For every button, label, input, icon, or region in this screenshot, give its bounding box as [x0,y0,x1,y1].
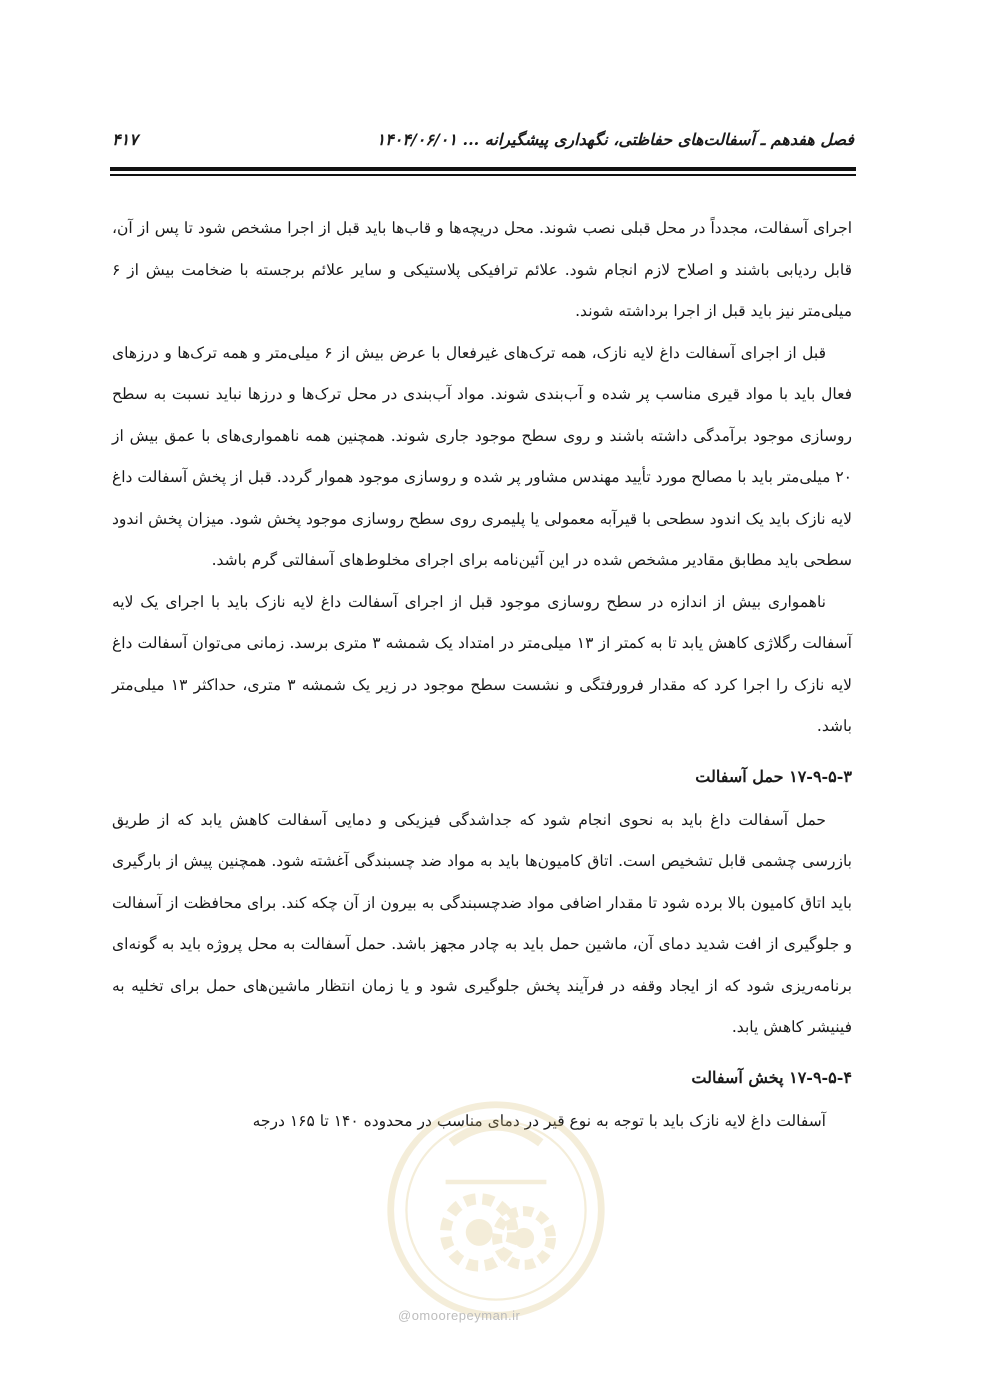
page-number: ۴۱۷ [112,130,138,149]
page-header [112,124,854,158]
header-rule-thin [110,174,856,176]
running-header-title: فصل هفدهم ـ آسفالت‌های حفاظتی، نگهداری پیشگیرانه ... ۱۴۰۴/۰۶/۰۱ [376,130,854,149]
paragraph-2: قبل از اجرای آسفالت داغ لایه نازک، همه ترک‌های غیرفعال با عرض بیش از ۶ میلی‌متر و همه ترک‌ها و درزهای فعال باید با مواد قیری مناسب پر شده و آب‌بندی شوند. مواد آب‌بندی در محل ترک‌ها و درزها نباید نسبت به سطح روسازی موجود برآمدگی داشته باشند و روی سطح موجود جاری شوند. همچنین همه ناهمواری‌های با عمق بیش از ۲۰ میلی‌متر باید با مصالح مورد تأیید مهندس مشاور پر شده و روسازی موجود هموار گردد. قبل از پخش آسفالت داغ لایه نازک باید یک اندود سطحی با قیرآبه معمولی یا پلیمری روی سطح روسازی موجود پخش شود. میزان پخش اندود سطحی باید مطابق مقادیر مشخص شده در این آئین‌نامه برای اجرای مخلوط‌های آسفالتی گرم باشد. [112,343,853,569]
paragraph-3: ناهمواری بیش از اندازه در سطح روسازی موجود قبل از اجرای آسفالت داغ لایه نازک باید با اجرای یک لایه آسفالت رگلاژی کاهش یابد تا به کمتر از ۱۳ میلی‌متر در امتداد یک شمشه ۳ متری برسد. زمانی می‌توان آسفالت داغ لایه نازک را اجرا کرد که مقدار فرورفتگی و نشست سطح موجود در زیر یک شمشه ۳ متری، حداکثر ۱۳ میلی‌متر باشد. [112,592,853,735]
header-rule-thick [110,167,856,171]
section-heading-spreading: ۱۷-۹-۵-۴ پخش آسفالت [691,1067,852,1087]
watermark-text: @omoorepeyman.ir [398,1308,521,1323]
paragraph-5: آسفالت داغ لایه نازک باید با توجه به نوع قیر در دمای مناسب در محدوده ۱۴۰ تا ۱۶۵ درجه [252,1111,826,1130]
section-heading-transport: ۱۷-۹-۵-۳ حمل آسفالت [695,766,852,786]
paragraph-1: اجرای آسفالت، مجدداً در محل قبلی نصب شوند. محل دریچه‌ها و قاب‌ها باید قبل از اجرا مشخص شود تا پس از آن، قابل ردیابی باشند و اصلاح لازم انجام شود. علائم ترافیکی پلاستیکی و سایر علائم برجسته با ضخامت بیش از ۶ میلی‌متر نیز باید قبل از اجرا برداشته شوند. [112,219,853,320]
paragraph-4: حمل آسفالت داغ باید به نحوی انجام شود که جداشدگی فیزیکی و دمایی آسفالت کاهش یابد که از طریق بازرسی چشمی قابل تشخیص است. اتاق کامیون‌ها باید به مواد ضد چسبندگی آغشته شود. همچنین پیش از بارگیری باید اتاق کامیون بالا برده شود تا مقدار اضافی مواد ضدچسبندگی به بیرون از آن چکه کند. برای محافظت از آسفالت و جلوگیری از افت شدید دمای آن، ماشین حمل باید به چادر مجهز باشد. حمل آسفالت به محل پروژه باید به گونه‌ای برنامه‌ریزی شود که از ایجاد وقفه در فرآیند پخش جلوگیری شود و یا زمان انتظار ماشین‌های حمل برای تخلیه به فینیشر کاهش یابد. [112,810,852,1036]
document-body [112,208,852,1142]
